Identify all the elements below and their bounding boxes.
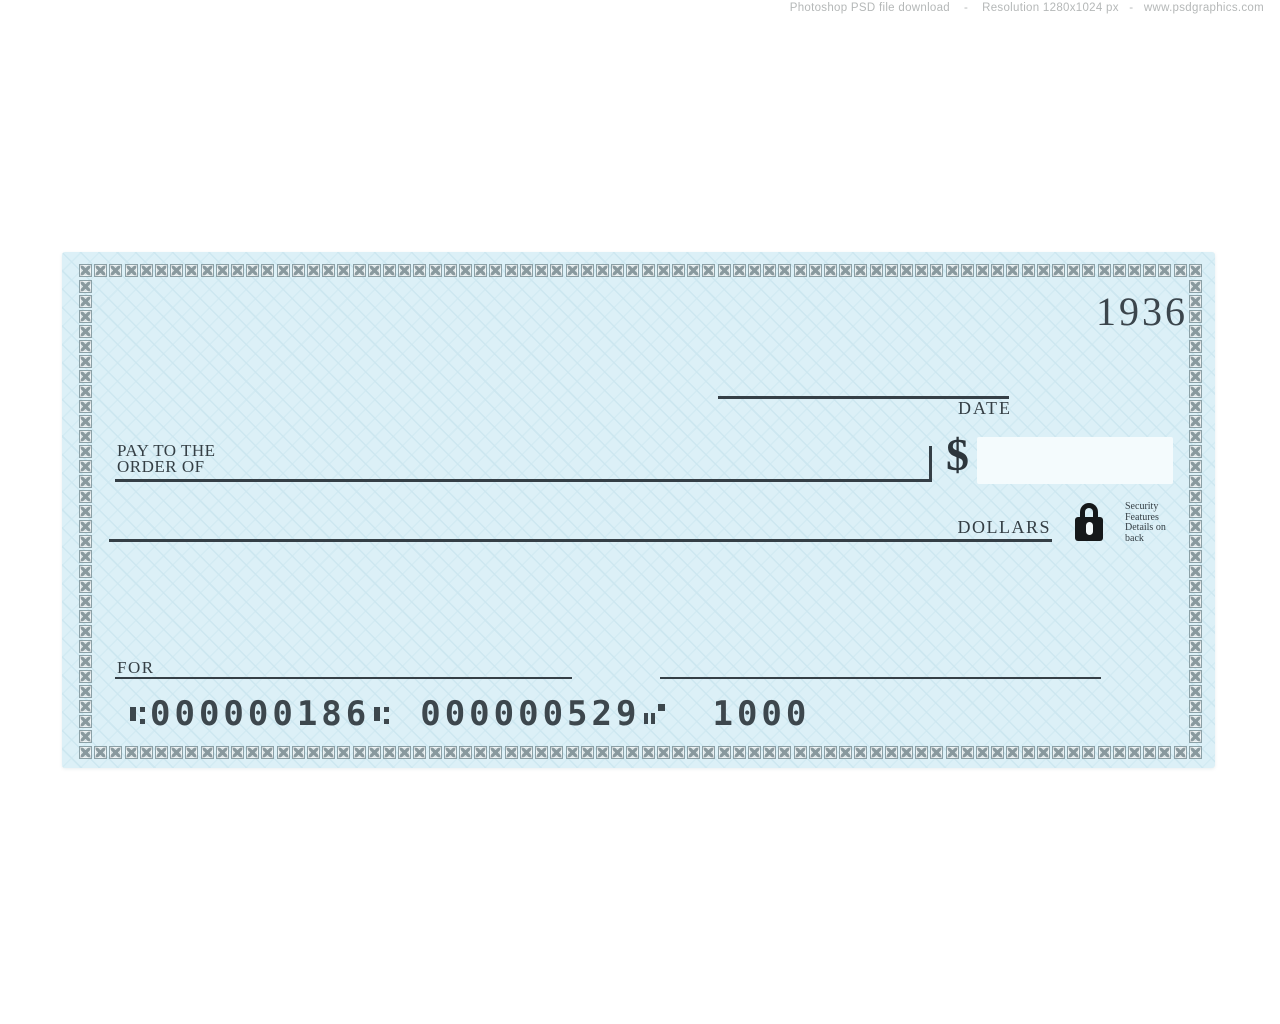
ornament-tile — [748, 264, 761, 277]
ornament-tile — [337, 746, 350, 759]
ornament-tile — [763, 746, 776, 759]
ornament-tile — [961, 746, 974, 759]
ornament-tile — [1006, 746, 1019, 759]
ornament-tile — [1113, 264, 1126, 277]
ornament-tile — [109, 264, 122, 277]
ornament-tile — [1189, 385, 1202, 398]
ornament-tile — [946, 264, 959, 277]
ornament-tile — [702, 264, 715, 277]
ornament-tile — [991, 746, 1004, 759]
ornament-tile — [277, 264, 290, 277]
ornament-tile — [261, 264, 274, 277]
ornament-tile — [185, 264, 198, 277]
ornament-tile — [1189, 340, 1202, 353]
ornament-tile — [718, 264, 731, 277]
ornament-tile — [870, 264, 883, 277]
ornament-tile — [1098, 746, 1111, 759]
ornament-tile — [1113, 746, 1126, 759]
ornament-tile — [900, 746, 913, 759]
ornament-tile — [1174, 264, 1187, 277]
ornament-tile — [109, 746, 122, 759]
ornament-tile — [778, 264, 791, 277]
payee-label — [117, 443, 216, 475]
ornament-tile — [1158, 746, 1171, 759]
ornament-tile — [885, 264, 898, 277]
ornament-tile — [459, 264, 472, 277]
micr-transit-icon — [130, 697, 146, 731]
ornament-tile — [1189, 415, 1202, 428]
ornament-tile — [1098, 264, 1111, 277]
ornament-tile — [155, 264, 168, 277]
ornament-tile — [79, 505, 92, 518]
ornament-tile — [839, 746, 852, 759]
ornament-tile — [79, 746, 92, 759]
ornament-tile — [520, 746, 533, 759]
ornament-tile — [1006, 264, 1019, 277]
ornament-tile — [140, 264, 153, 277]
ornament-tile — [277, 746, 290, 759]
ornament-tile — [231, 264, 244, 277]
check-number: 1936 — [1096, 289, 1188, 334]
ornament-tile — [763, 264, 776, 277]
ornament-tile — [1158, 264, 1171, 277]
ornament-tile — [1189, 550, 1202, 563]
ornament-tile — [794, 746, 807, 759]
ornament-tile — [535, 264, 548, 277]
ornament-tile — [566, 264, 579, 277]
ornament-tile — [1022, 746, 1035, 759]
ornament-tile — [870, 746, 883, 759]
ornament-tile — [79, 550, 92, 563]
ornament-tile — [611, 746, 624, 759]
ornament-tile — [550, 264, 563, 277]
ornament-tile — [809, 264, 822, 277]
ornament-tile — [489, 264, 502, 277]
ornament-tile — [520, 264, 533, 277]
lock-icon — [1075, 503, 1103, 541]
ornament-tile — [1189, 520, 1202, 533]
ornament-tile — [1189, 505, 1202, 518]
ornament-tile — [79, 264, 92, 277]
security-note-line: Details on — [1125, 522, 1166, 533]
ornament-tile — [444, 264, 457, 277]
ornament-tile — [1189, 700, 1202, 713]
ornament-tile — [322, 746, 335, 759]
border-ornament-bottom — [79, 746, 1202, 759]
ornament-tile — [642, 746, 655, 759]
ornament-tile — [79, 430, 92, 443]
ornament-tile — [976, 264, 989, 277]
ornament-tile — [748, 746, 761, 759]
ornament-tile — [79, 625, 92, 638]
ornament-tile — [733, 264, 746, 277]
ornament-tile — [611, 264, 624, 277]
ornament-tile — [1067, 264, 1080, 277]
ornament-tile — [824, 746, 837, 759]
ornament-tile — [1143, 264, 1156, 277]
ornament-tile — [79, 355, 92, 368]
payee-label-line2: ORDER OF — [117, 457, 205, 476]
ornament-tile — [930, 264, 943, 277]
payee-line-end-tick — [929, 446, 932, 482]
ornament-tile — [1189, 685, 1202, 698]
ornament-tile — [718, 746, 731, 759]
ornament-tile — [79, 595, 92, 608]
ornament-tile — [778, 746, 791, 759]
ornament-tile — [231, 746, 244, 759]
micr-transit-icon — [374, 697, 390, 731]
ornament-tile — [383, 746, 396, 759]
ornament-tile — [1189, 610, 1202, 623]
ornament-tile — [429, 264, 442, 277]
ornament-tile — [79, 580, 92, 593]
ornament-tile — [79, 340, 92, 353]
ornament-tile — [216, 264, 229, 277]
ornament-tile — [550, 746, 563, 759]
ornament-tile — [687, 746, 700, 759]
micr-routing-number: 000000186 — [150, 694, 371, 734]
ornament-tile — [79, 475, 92, 488]
ornament-tile — [672, 746, 685, 759]
ornament-tile — [1189, 535, 1202, 548]
ornament-tile — [337, 264, 350, 277]
micr-check-number: 1000 — [712, 694, 811, 734]
ornament-tile — [201, 264, 214, 277]
security-note — [1125, 502, 1185, 544]
ornament-tile — [1022, 264, 1035, 277]
signature-input-line[interactable] — [660, 677, 1101, 679]
security-note-line: Security — [1125, 501, 1159, 512]
ornament-tile — [353, 746, 366, 759]
blank-check — [62, 252, 1215, 768]
ornament-tile — [824, 264, 837, 277]
ornament-tile — [854, 264, 867, 277]
ornament-tile — [1189, 445, 1202, 458]
ornament-tile — [79, 610, 92, 623]
ornament-tile — [1189, 625, 1202, 638]
ornament-tile — [809, 746, 822, 759]
border-ornament-top — [79, 264, 1202, 277]
ornament-tile — [246, 746, 259, 759]
ornament-tile — [991, 264, 1004, 277]
page-credit-text: Photoshop PSD file download - Resolution 1280x1024 px - www.psdgraphics.com — [789, 2, 1264, 14]
ornament-tile — [915, 264, 928, 277]
ornament-tile — [79, 565, 92, 578]
ornament-tile — [1128, 746, 1141, 759]
ornament-tile — [1037, 746, 1050, 759]
ornament-tile — [125, 264, 138, 277]
ornament-tile — [1052, 746, 1065, 759]
ornament-tile — [1174, 746, 1187, 759]
ornament-tile — [1189, 400, 1202, 413]
payee-input-line[interactable] — [115, 479, 932, 482]
ornament-tile — [1189, 640, 1202, 653]
ornament-tile — [79, 385, 92, 398]
ornament-tile — [1189, 655, 1202, 668]
ornament-tile — [398, 746, 411, 759]
payee-label-line1: PAY TO THE — [117, 441, 216, 460]
lock-keyhole — [1086, 522, 1093, 535]
ornament-tile — [216, 746, 229, 759]
ornament-tile — [596, 264, 609, 277]
ornament-tile — [170, 746, 183, 759]
ornament-tile — [702, 746, 715, 759]
ornament-tile — [307, 264, 320, 277]
ornament-tile — [79, 655, 92, 668]
ornament-tile — [79, 520, 92, 533]
ornament-tile — [1128, 264, 1141, 277]
ornament-tile — [79, 400, 92, 413]
ornament-tile — [79, 640, 92, 653]
ornament-tile — [474, 746, 487, 759]
ornament-tile — [1082, 264, 1095, 277]
ornament-tile — [885, 746, 898, 759]
ornament-tile — [1189, 370, 1202, 383]
memo-input-line[interactable] — [115, 677, 572, 679]
ornament-tile — [915, 746, 928, 759]
ornament-tile — [292, 264, 305, 277]
ornament-tile — [140, 746, 153, 759]
ornament-tile — [79, 415, 92, 428]
amount-words-input-line[interactable] — [109, 539, 1052, 542]
ornament-tile — [900, 264, 913, 277]
ornament-tile — [1189, 264, 1202, 277]
ornament-tile — [946, 746, 959, 759]
dollars-label: DOLLARS — [957, 517, 1051, 537]
ornament-tile — [322, 264, 335, 277]
border-ornament-left — [79, 280, 92, 743]
ornament-tile — [581, 264, 594, 277]
ornament-tile — [79, 715, 92, 728]
ornament-tile — [1082, 746, 1095, 759]
ornament-tile — [535, 746, 548, 759]
ornament-tile — [79, 445, 92, 458]
ornament-tile — [596, 746, 609, 759]
for-label: FOR — [117, 658, 155, 677]
ornament-tile — [1052, 264, 1065, 277]
ornament-tile — [687, 264, 700, 277]
ornament-tile — [505, 264, 518, 277]
ornament-tile — [79, 295, 92, 308]
ornament-tile — [398, 264, 411, 277]
ornament-tile — [79, 490, 92, 503]
ornament-tile — [413, 264, 426, 277]
ornament-tile — [581, 746, 594, 759]
ornament-tile — [170, 264, 183, 277]
micr-line — [126, 696, 810, 732]
ornament-tile — [292, 746, 305, 759]
ornament-tile — [1189, 670, 1202, 683]
ornament-tile — [79, 325, 92, 338]
ornament-tile — [1067, 746, 1080, 759]
ornament-tile — [1037, 264, 1050, 277]
ornament-tile — [155, 746, 168, 759]
security-note-line: back — [1125, 532, 1144, 544]
ornament-tile — [79, 535, 92, 548]
ornament-tile — [626, 264, 639, 277]
ornament-tile — [1189, 746, 1202, 759]
micr-on-us-icon — [644, 697, 666, 731]
ornament-tile — [383, 264, 396, 277]
ornament-tile — [1189, 460, 1202, 473]
ornament-tile — [459, 746, 472, 759]
ornament-tile — [94, 264, 107, 277]
ornament-tile — [930, 746, 943, 759]
ornament-tile — [185, 746, 198, 759]
ornament-tile — [79, 310, 92, 323]
ornament-tile — [125, 746, 138, 759]
ornament-tile — [79, 280, 92, 293]
micr-account-number: 000000529 — [420, 694, 641, 734]
ornament-tile — [79, 670, 92, 683]
ornament-tile — [854, 746, 867, 759]
ornament-tile — [79, 700, 92, 713]
ornament-tile — [1189, 715, 1202, 728]
ornament-tile — [444, 746, 457, 759]
ornament-tile — [657, 746, 670, 759]
amount-input-box[interactable] — [977, 437, 1173, 484]
ornament-tile — [474, 264, 487, 277]
ornament-tile — [642, 264, 655, 277]
ornament-tile — [79, 685, 92, 698]
ornament-tile — [733, 746, 746, 759]
ornament-tile — [566, 746, 579, 759]
ornament-tile — [961, 264, 974, 277]
ornament-tile — [976, 746, 989, 759]
ornament-tile — [489, 746, 502, 759]
dollar-sign: $ — [946, 429, 969, 480]
ornament-tile — [505, 746, 518, 759]
ornament-tile — [794, 264, 807, 277]
date-label: DATE — [958, 398, 1012, 418]
ornament-tile — [261, 746, 274, 759]
ornament-tile — [429, 746, 442, 759]
ornament-tile — [79, 370, 92, 383]
ornament-tile — [1189, 565, 1202, 578]
ornament-tile — [1189, 580, 1202, 593]
ornament-tile — [1143, 746, 1156, 759]
ornament-tile — [1189, 355, 1202, 368]
ornament-tile — [79, 730, 92, 743]
ornament-tile — [368, 264, 381, 277]
ornament-tile — [368, 746, 381, 759]
ornament-tile — [1189, 730, 1202, 743]
ornament-tile — [246, 264, 259, 277]
ornament-tile — [1189, 475, 1202, 488]
ornament-tile — [79, 460, 92, 473]
ornament-tile — [94, 746, 107, 759]
ornament-tile — [413, 746, 426, 759]
ornament-tile — [839, 264, 852, 277]
ornament-tile — [201, 746, 214, 759]
ornament-tile — [657, 264, 670, 277]
ornament-tile — [1189, 430, 1202, 443]
ornament-tile — [672, 264, 685, 277]
ornament-tile — [1189, 595, 1202, 608]
ornament-tile — [626, 746, 639, 759]
security-note-line: Features — [1125, 511, 1159, 523]
border-ornament-right — [1189, 280, 1202, 743]
ornament-tile — [1189, 490, 1202, 503]
ornament-tile — [353, 264, 366, 277]
ornament-tile — [307, 746, 320, 759]
